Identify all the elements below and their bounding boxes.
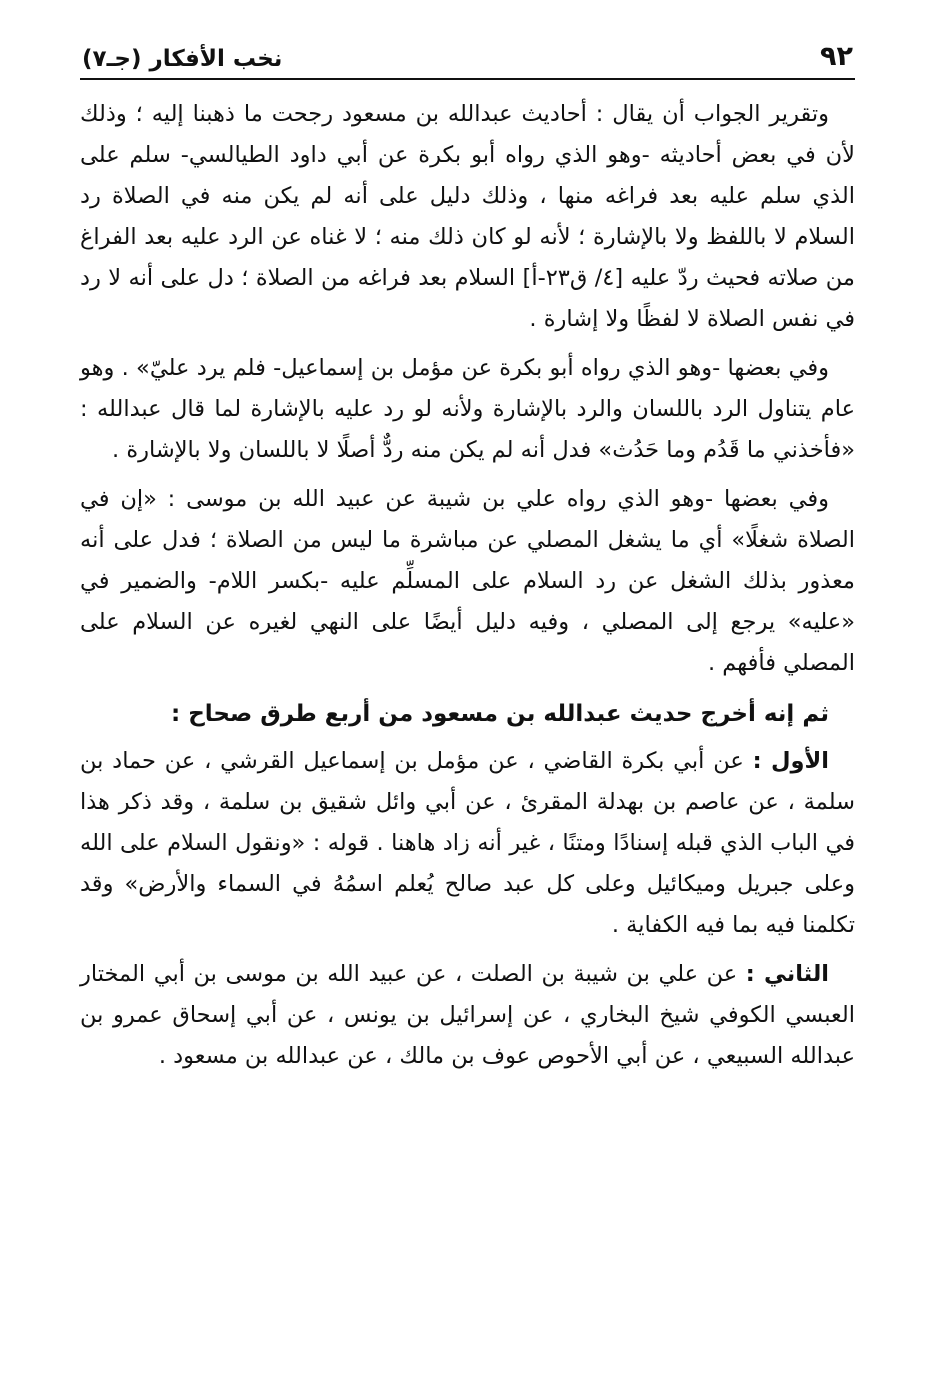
route-paragraph	[80, 954, 855, 1077]
paragraph: وتقرير الجواب أن يقال : أحاديث عبدالله بن مسعود رجحت ما ذهبنا إليه ؛ وذلك لأن في بعض أحاديثه -وهو الذي رواه أبو بكرة عن أبي داود الطيالسي- سلم على الذي سلم عليه بعد فراغه منها ، وذلك دليل على أنه لم يكن منه في الصلاة رد السلام لا باللفظ ولا بالإشارة ؛ لأنه لو كان ذلك منه ؛ لا غناه عن الرد عليه بعد الفراغ من صلاته فحيث ردّ عليه [٤/ ق٢٣-أ] السلام بعد فراغه من الصلاة ؛ دل على أنه لا رد في نفس الصلاة لا لفظًا ولا إشارة .	[80, 101, 855, 332]
route-text: عن علي بن شيبة بن الصلت ، عن عبيد الله بن موسى بن أبي المختار العبسي الكوفي شيخ البخاري ، عن إسرائيل بن يونس ، عن أبي إسحاق عمرو بن عبدالله السبيعي ، عن أبي الأحوص عوف بن مالك ، عن عبدالله بن مسعود .	[80, 961, 855, 1069]
page-header	[80, 38, 855, 80]
route-label: الثاني :	[745, 961, 829, 987]
section-heading: ثم إنه أخرج حديث عبدالله بن مسعود من أربع طرق صحاح :	[171, 701, 829, 727]
route-text: عن أبي بكرة القاضي ، عن مؤمل بن إسماعيل القرشي ، عن حماد بن سلمة ، عن عاصم بن بهدلة المقرئ ، عن أبي وائل شقيق بن سلمة ، وقد ذكر هذا في الباب الذي قبله إسنادًا ومتنًا ، غير أنه زاد هاهنا . قوله : «ونقول السلام على الله وعلى جبريل وميكائيل وعلى كل عبد صالح يُعلم اسمُهُ في السماء والأرض» وقد تكلمنا فيه بما فيه الكفاية .	[80, 748, 855, 938]
route-paragraph	[80, 741, 855, 946]
paragraph: وفي بعضها -وهو الذي رواه علي بن شيبة عن عبيد الله بن موسى : «إن في الصلاة شغلًا» أي ما يشغل المصلي عن مباشرة ما ليس من الصلاة ؛ فدل على أنه معذور بذلك الشغل عن رد السلام على المسلِّم عليه -بكسر اللام- والضمير في «عليه» يرجع إلى المصلي ، وفيه دليل أيضًا على النهي لغيره عن السلام على المصلي فأفهم .	[80, 486, 855, 676]
running-title: نخب الأفكار (جـ٧)	[82, 46, 283, 72]
route-label: الأول :	[752, 748, 829, 774]
document-page	[80, 38, 855, 1338]
page-body	[80, 94, 855, 1077]
paragraph: وفي بعضها -وهو الذي رواه أبو بكرة عن مؤمل بن إسماعيل- فلم يرد عليّ» . وهو عام يتناول الرد باللسان والرد بالإشارة ولأنه لو رد عليه بالإشارة لما قال عبدالله : «فأخذني ما قَدُم وما حَدُث» فدل أنه لم يكن منه ردٌّ أصلًا لا باللسان ولا بالإشارة .	[80, 355, 855, 463]
page-number: ٩٢	[820, 41, 853, 72]
